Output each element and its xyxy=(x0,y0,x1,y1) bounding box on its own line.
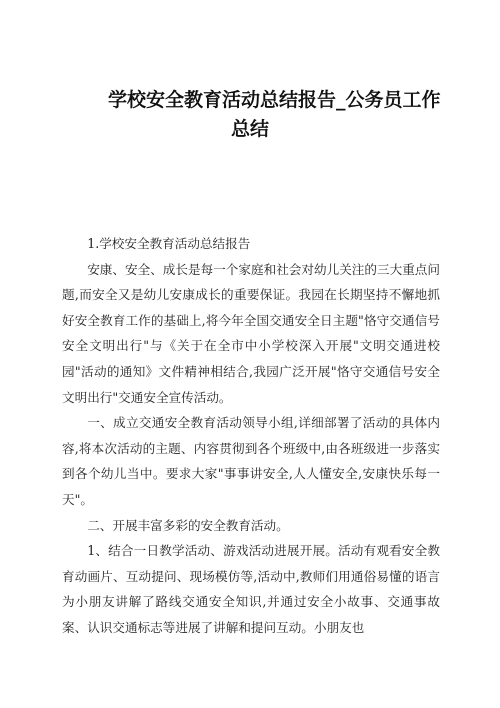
body-paragraph: 二、开展丰富多彩的安全教育活动。 xyxy=(87,517,289,533)
document-title xyxy=(108,86,448,144)
section-heading: 1.学校安全教育活动总结报告 xyxy=(87,236,251,251)
body-paragraph: 1、结合一日教学活动、游戏活动进展开展。活动有观看安全教育动画片、互动提问、现场模仿等,活动中,教师们用通俗易懂的语言为小朋友讲解了路线交通安全知识,并通过安全小故事、交通事故案、认识交通标志等进展了讲解和提问互动。小朋友也 xyxy=(62,543,440,635)
body-paragraph: 安康、安全、成长是每一个家庭和社会对幼儿关注的三大重点问题,而安全又是幼儿安康成长的重要保证。我园在长期坚持不懈地抓好安全教育工作的基础上,将今年全国交通安全日主题"恪守交通信号安全文明出行"与《关于在全市中小学校深入开展"文明交通进校园"活动的通知》文件精神相结合,我园广泛开展"恪守交通信号安全文明出行"交通安全宣传活动。 xyxy=(62,261,440,405)
document-body xyxy=(62,231,440,641)
body-paragraph: 一、成立交通安全教育活动领导小组,详细部署了活动的具体内容,将本次活动的主题、内容贯彻到各个班级中,由各班级进一步落实到各个幼儿当中。要求大家"事事讲安全,人人懂安全,安康快乐每一天"。 xyxy=(62,415,440,507)
title-line-1: 学校安全教育活动总结报告_公务员工作 xyxy=(108,89,441,111)
title-line-2: 总结 xyxy=(231,118,270,140)
